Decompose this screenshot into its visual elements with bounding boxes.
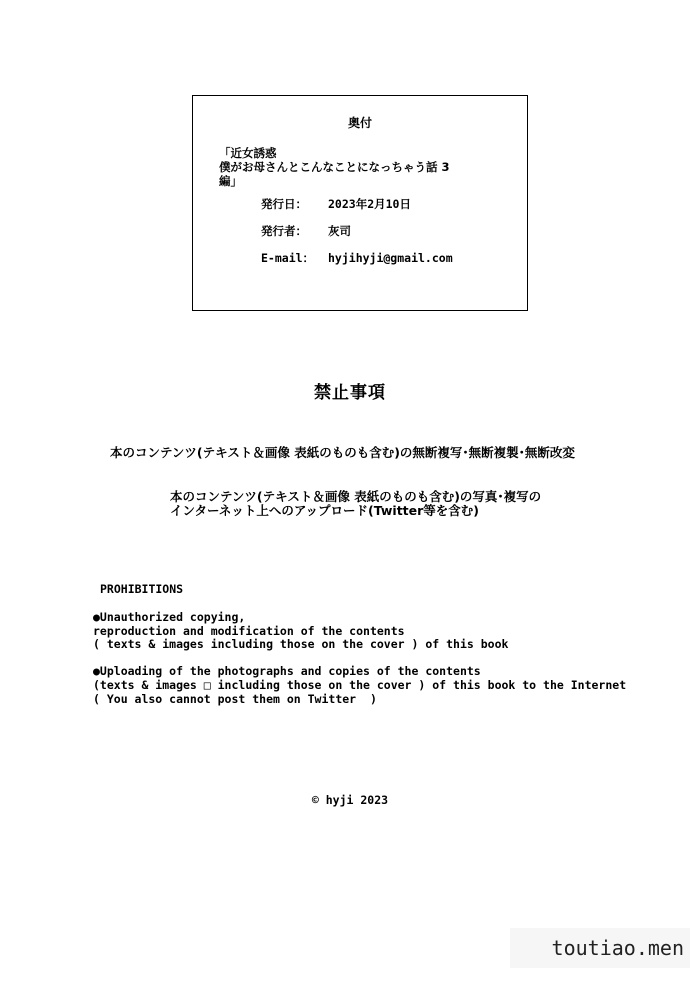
prohibition-jp-line-1: 本のコンテンツ(テキスト＆画像 表紙のものも含む)の無断複写･無断複製･無断改変 xyxy=(110,445,575,460)
prohibitions-heading-jp: 禁止事項 xyxy=(314,383,386,403)
prohibition-en-item-2-line-3: ( You also cannot post them on Twitter ) xyxy=(93,692,377,706)
prohibitions-heading-en: PROHIBITIONS xyxy=(100,582,184,596)
issue-date-label: 発行日： xyxy=(261,197,307,211)
email-label: E-mail： xyxy=(261,251,315,265)
copyright: © hyji 2023 xyxy=(311,793,389,807)
prohibition-en-item-1-line-2: reproduction and modification of the contents xyxy=(93,624,405,638)
issue-date-row xyxy=(261,196,411,212)
publisher: 灰司 xyxy=(328,224,351,238)
work-title-line-2: 僕がお母さんとこんなことになっちゃう話 3 xyxy=(219,160,450,174)
prohibition-en-item-2-line-2: (texts & images □ including those on the cover ) of this book to the Internet xyxy=(93,678,627,692)
email-row xyxy=(261,250,453,266)
email: hyjihyji@gmail.com xyxy=(328,251,453,265)
prohibition-jp-line-2: 本のコンテンツ(テキスト＆画像 表紙のものも含む)の写真･複写の xyxy=(170,489,542,504)
watermark: toutiao.men xyxy=(510,928,690,968)
prohibition-jp-line-3: インターネット上へのアップロード(Twitter等を含む) xyxy=(170,503,480,518)
work-title xyxy=(219,146,519,188)
publisher-row xyxy=(261,223,351,239)
work-title-line-1: 「近女誘惑 xyxy=(219,146,277,160)
publisher-label: 発行者： xyxy=(261,224,307,238)
prohibition-en-item-1-line-1: ●Unauthorized copying, xyxy=(93,610,246,624)
prohibition-en-item-2-line-1: ●Uploading of the photographs and copies of the contents xyxy=(93,664,481,678)
issue-date: 2023年2月10日 xyxy=(328,197,411,211)
colophon-box xyxy=(192,95,528,311)
work-title-line-3: 編」 xyxy=(219,174,242,188)
prohibition-en-item-1-line-3: ( texts & images including those on the cover ) of this book xyxy=(93,637,509,651)
colophon-title: 奥付 xyxy=(347,116,372,130)
